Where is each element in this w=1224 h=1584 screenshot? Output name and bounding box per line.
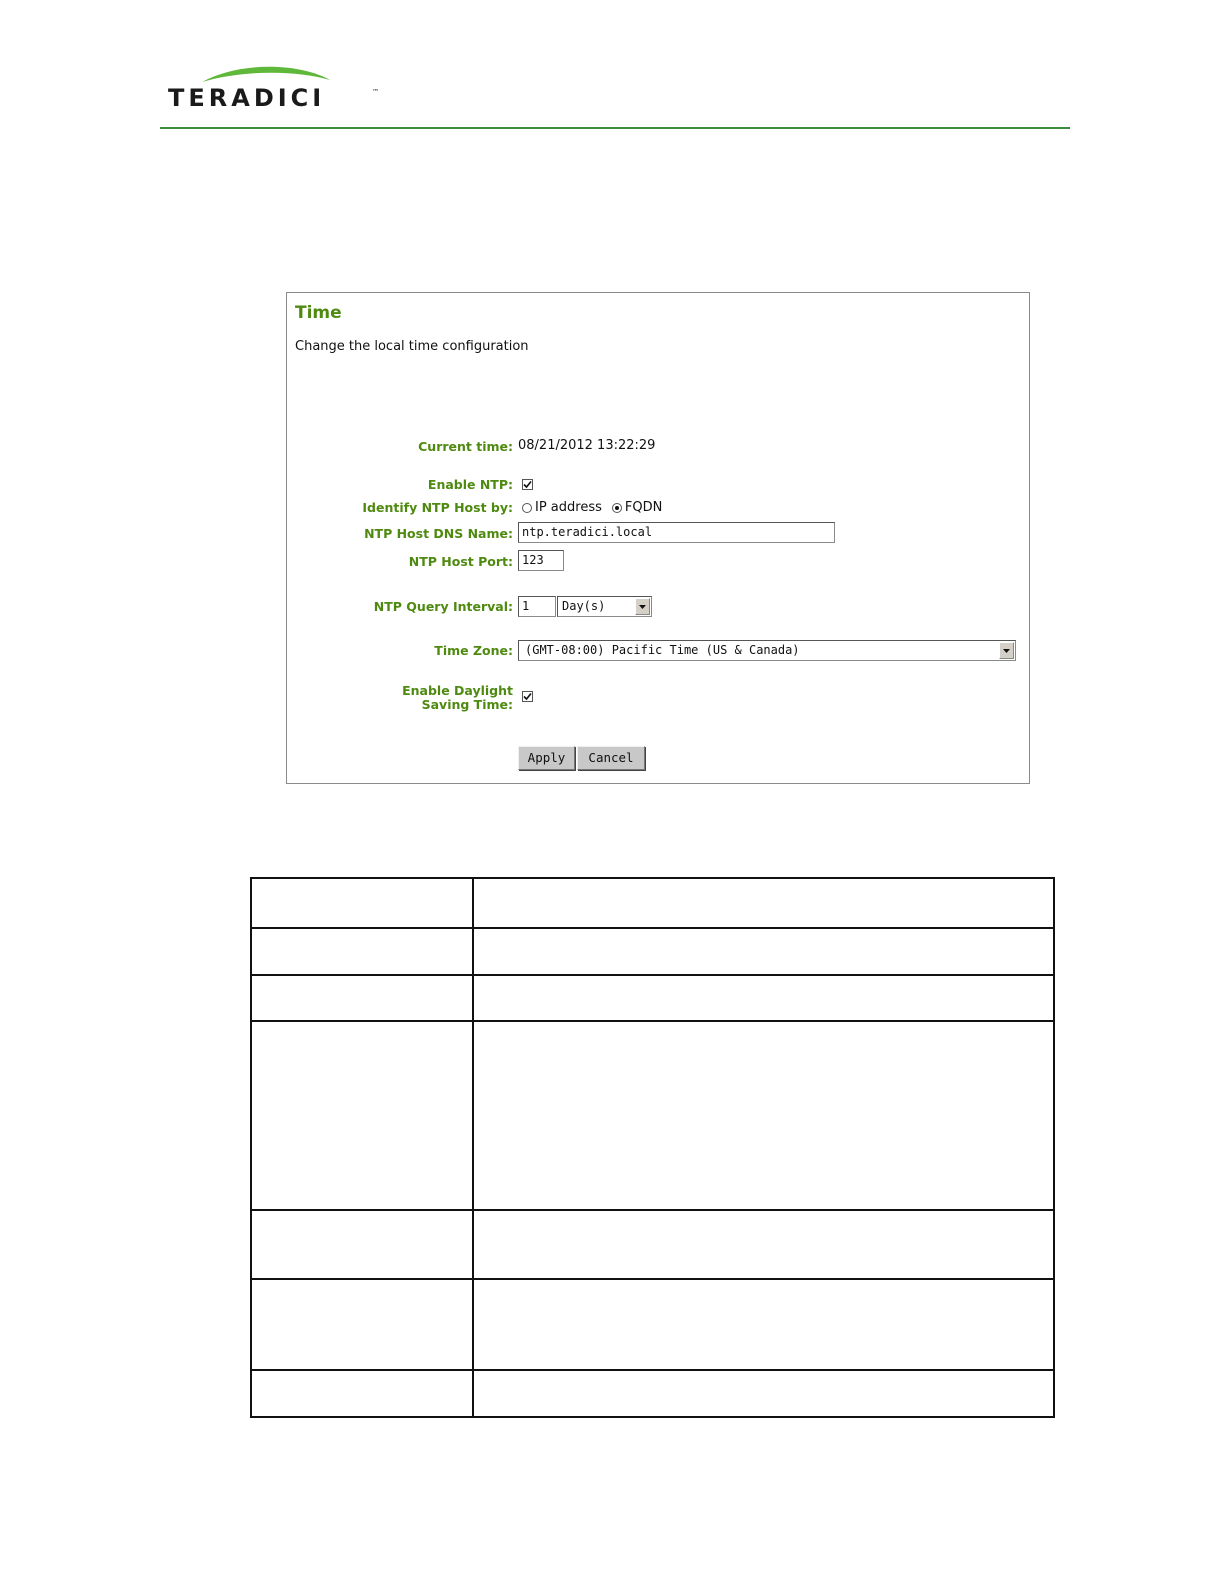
fqdn-radio[interactable] [612,503,622,513]
cancel-button[interactable]: Cancel [577,746,645,770]
time-zone-select[interactable] [518,640,1016,661]
page-title: Time [295,303,342,323]
host-port-label: NTP Host Port: [408,554,513,569]
table-row-divider [252,1209,1053,1211]
time-zone-label: Time Zone: [434,643,513,658]
enable-ntp-checkbox[interactable] [522,479,533,490]
time-settings-panel [286,292,1030,784]
host-dns-name-input[interactable]: ntp.teradici.local [518,522,835,543]
identify-host-radio-group [522,501,672,515]
table-row-divider [252,974,1053,976]
enable-ntp-label: Enable NTP: [427,477,513,492]
table-column-divider [472,879,474,1416]
table-row-divider [252,1278,1053,1280]
query-interval-label: NTP Query Interval: [373,599,513,614]
current-time-label: Current time: [418,439,513,454]
daylight-saving-label-line1: Enable Daylight [402,683,513,698]
table-row-divider [252,1020,1053,1022]
daylight-saving-label-line2: Saving Time: [421,697,513,712]
query-interval-unit-value: Day(s) [562,599,606,613]
teradici-logo [168,64,383,114]
table-row-divider [252,1369,1053,1371]
time-zone-value: (GMT-08:00) Pacific Time (US & Canada) [525,643,800,657]
ip-address-radio-label: IP address [535,500,602,515]
logo-trademark: ™ [372,88,379,96]
chevron-down-icon [999,642,1014,659]
parameter-table [250,877,1055,1418]
query-interval-unit-select[interactable] [557,596,652,617]
header-rule [160,127,1070,129]
apply-button[interactable]: Apply [518,746,575,770]
identify-host-label: Identify NTP Host by: [362,500,513,515]
logo-swoosh-icon [168,64,338,86]
logo-wordmark: TERADICI [168,84,326,112]
checkmark-icon [523,692,532,701]
ip-address-radio[interactable] [522,503,532,513]
daylight-saving-checkbox[interactable] [522,691,533,702]
table-row-divider [252,927,1053,929]
chevron-down-icon [635,598,650,615]
current-time-value: 08/21/2012 13:22:29 [518,438,656,453]
query-interval-input[interactable]: 1 [518,596,556,617]
host-port-input[interactable]: 123 [518,550,564,571]
host-dns-name-label: NTP Host DNS Name: [364,526,513,541]
checkmark-icon [523,480,532,489]
page-description: Change the local time configuration [295,339,529,354]
fqdn-radio-label: FQDN [624,500,663,515]
